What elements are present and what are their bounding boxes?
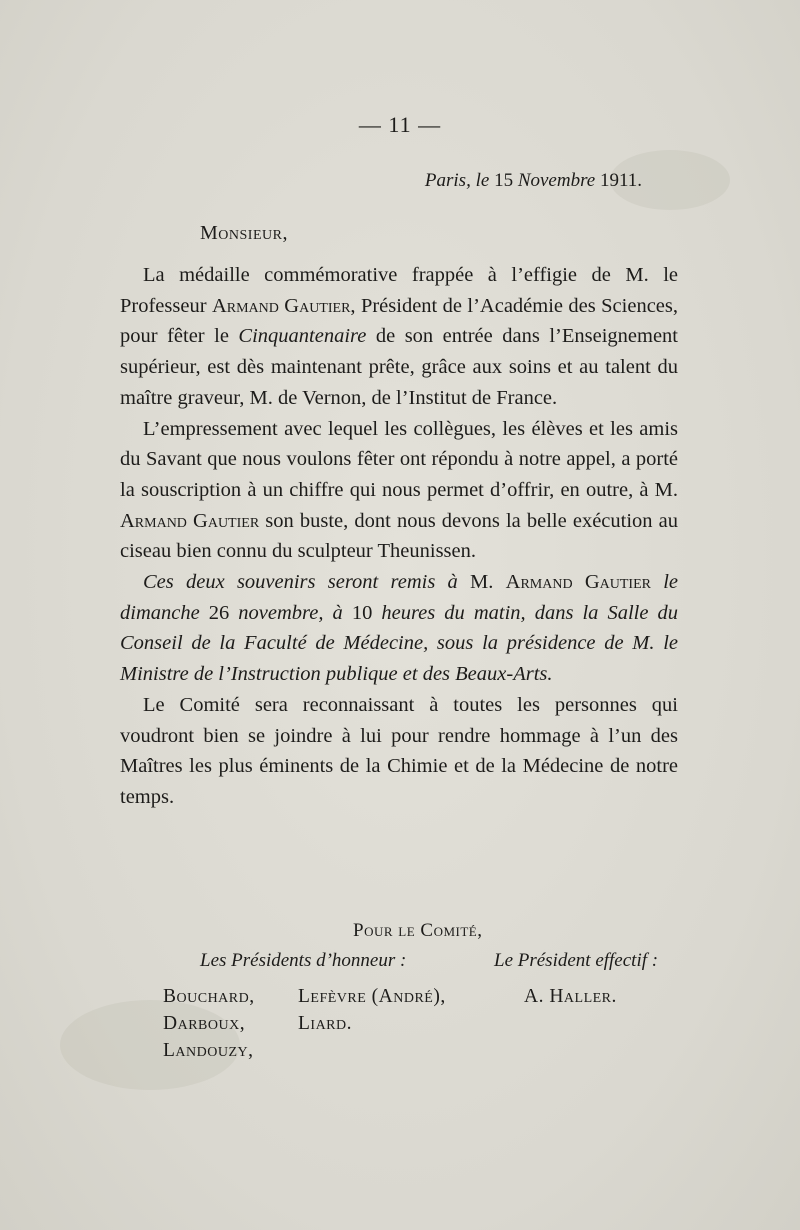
paragraph-2 xyxy=(120,414,678,568)
honorary-president-name: Liard. xyxy=(298,1013,353,1034)
effective-president-name: A. Haller. xyxy=(524,986,617,1007)
dateline: Paris, le 15 Novembre 1911. xyxy=(424,170,642,191)
dateline-place: Paris xyxy=(424,170,467,191)
dateline-day: 15 xyxy=(494,170,514,191)
text: son buste, dont nous devons la belle exécution au ciseau bien connu du sculpteur Theunissen. xyxy=(120,509,678,563)
paragraph-1 xyxy=(120,260,678,414)
person-name: Armand Gautier xyxy=(211,294,351,317)
dateline-year: 1911. xyxy=(599,170,642,191)
honorary-president-name: Lefèvre (André), xyxy=(298,986,446,1007)
emphasis: Cinquantenaire xyxy=(238,325,367,348)
honorary-presidents-header: Les Présidents d’honneur : xyxy=(200,950,407,971)
dateline-le: le xyxy=(475,170,490,191)
page-number: — 11 — xyxy=(358,112,442,137)
text: , Président de l’Académie des Sciences, pour fêter le xyxy=(120,294,678,348)
emphasis: heures du matin, dans la Salle du Conseil de la Faculté de Médecine, sous la présidence de M. le Ministre de l’Instruction publique et des Beaux-Arts. xyxy=(120,601,678,686)
paragraph-3 xyxy=(120,567,678,690)
text: Le Comité sera reconnaissant à toutes les personnes qui voudront bien se joindre à lui pour rendre hommage à l’un des Maîtres les plus éminents de la Chimie et de la Médecine de notre temps. xyxy=(120,693,678,808)
person-name: Armand Gautier xyxy=(120,509,260,532)
text: La médaille commémorative frappée à l’effigie de M. le Professeur xyxy=(120,264,678,317)
honorary-president-name: Bouchard, xyxy=(163,986,255,1007)
letter-body xyxy=(120,260,678,813)
dateline-month: Novembre xyxy=(517,170,596,191)
person-name: Armand Gautier xyxy=(505,571,651,594)
number: 10 xyxy=(351,601,373,624)
committee-line: Pour le Comité, xyxy=(353,920,483,941)
honorary-president-name: Darboux, xyxy=(163,1013,246,1034)
text: M. xyxy=(457,571,506,594)
text: L’empressement avec lequel les collègues, les élèves et les amis du Savant que nous voulons fêter ont répondu à notre appel, a porté la souscription à un chiffre qui nous permet d’offrir, en outre, à M. xyxy=(120,417,678,501)
emphasis: novembre, à xyxy=(229,601,352,624)
emphasis: le dimanche xyxy=(120,571,678,624)
emphasis: Ces deux souvenirs seront remis à xyxy=(143,571,458,594)
effective-president-header: Le Président effectif : xyxy=(494,950,659,971)
number: 26 xyxy=(208,601,230,624)
paragraph-4 xyxy=(120,690,678,813)
text: de son entrée dans l’Enseignement supérieur, est dès maintenant prête, grâce aux soins et au talent du maître graveur, M. de Vernon, de l’Institut de France. xyxy=(120,325,678,409)
salutation: Monsieur, xyxy=(200,222,288,244)
honorary-president-name: Landouzy, xyxy=(163,1040,254,1061)
